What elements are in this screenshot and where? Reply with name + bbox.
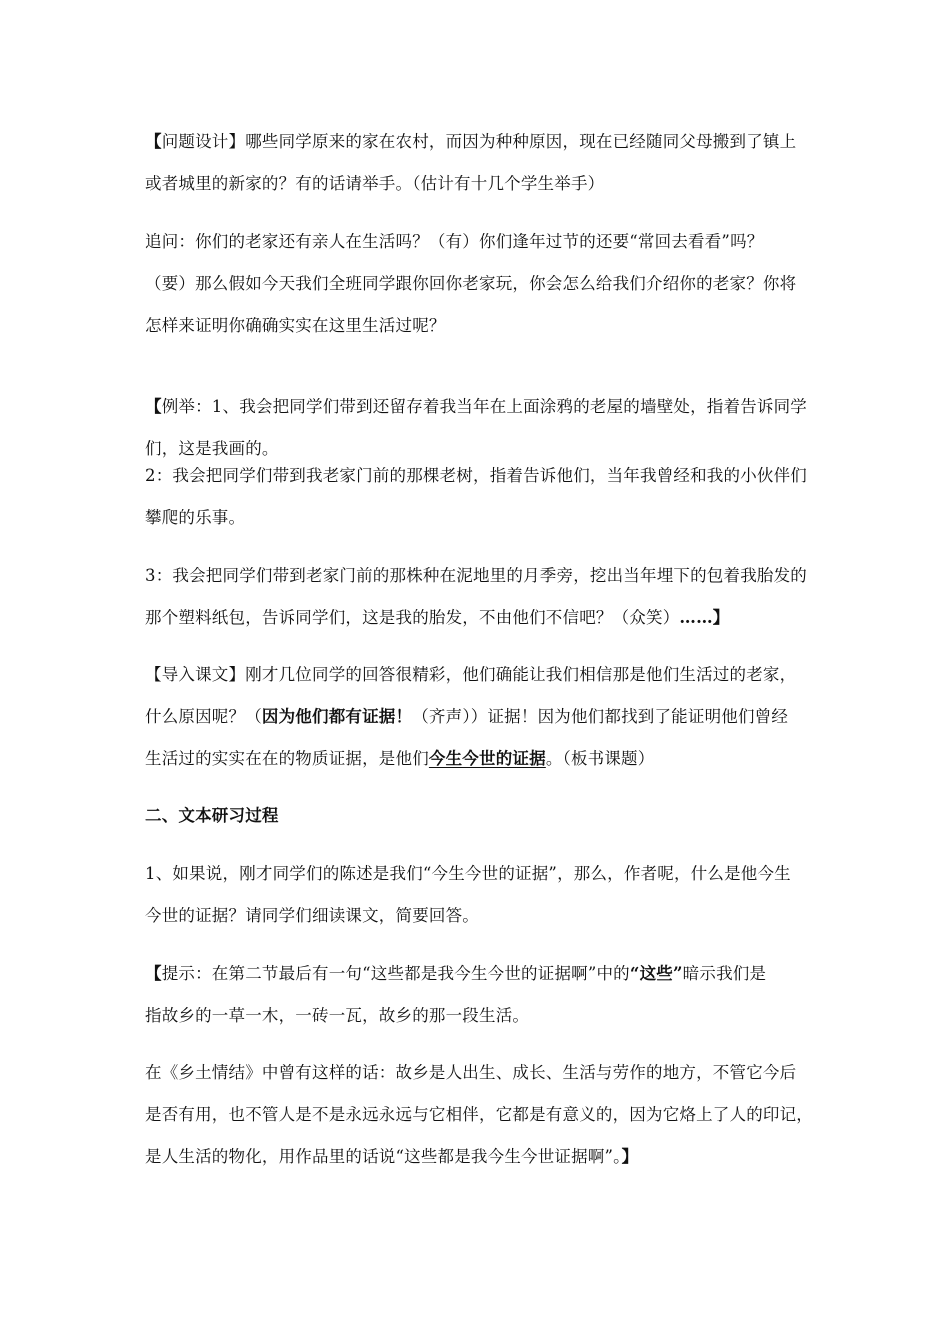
- paragraph-quote: [145, 1052, 813, 1178]
- paragraph-text: 例举：1、我会把同学们带到还留存着我当年在上面涂鸦的老屋的墙壁处，指着告诉同学: [161, 397, 808, 416]
- paragraph-text: 是人生活的物化，用作品里的话说“这些都是我今生今世证据啊”。: [145, 1147, 622, 1166]
- bracket-open: 【: [145, 132, 162, 151]
- paragraph-text: 哪些同学原来的家在农村，而因为种种原因，现在已经随同父母搬到了镇上: [245, 132, 797, 151]
- paragraph-text: 那个塑料纸包，告诉同学们，这是我的胎发，不由他们不信吧？（众笑）: [145, 608, 680, 627]
- paragraph-lead-in: [145, 654, 813, 780]
- paragraph-line: [145, 121, 813, 163]
- paragraph-line: [145, 1136, 813, 1178]
- paragraph-line: 1、如果说，刚才同学们的陈述是我们“今生今世的证据”，那么，作者呢，什么是他今生: [145, 864, 791, 883]
- paragraph-line: [145, 738, 813, 780]
- paragraph-question-design: [145, 121, 813, 205]
- paragraph-line: [145, 386, 813, 428]
- bold-answer: 因为他们都有证据！: [261, 707, 413, 726]
- paragraph-line: 3：我会把同学们带到老家门前的那株种在泥地里的月季旁，挖出当年埋下的包着我胎发的: [145, 566, 807, 585]
- paragraph-line: 是否有用，也不管人是不是永远永远与它相伴，它都是有意义的，因为它烙上了人的印记，: [145, 1105, 813, 1124]
- bracket-open: 【: [145, 397, 162, 416]
- paragraph-line: [145, 696, 813, 738]
- paragraph-example-3: [145, 555, 813, 639]
- paragraph-hint: [145, 953, 813, 1037]
- paragraph-line: 在《乡土情结》中曾有这样的话：故乡是人出生、成长、生活与劳作的地方，不管它今后: [145, 1063, 797, 1082]
- paragraph-line: 指故乡的一草一木，一砖一瓦，故乡的那一段生活。: [145, 1006, 530, 1025]
- paragraph-line: 2：我会把同学们带到我老家门前的那棵老树，指着告诉他们，当年我曾经和我的小伙伴们: [145, 466, 807, 485]
- section-heading: [145, 795, 813, 837]
- paragraph-line: [145, 654, 813, 696]
- bracket-close: 】: [621, 1147, 639, 1166]
- bracket-close: ……】: [679, 608, 730, 627]
- paragraph-line: 们，这是我画的。: [145, 439, 279, 458]
- paragraph-line: 今世的证据？请同学们细读课文，简要回答。: [145, 906, 479, 925]
- heading-text: 二、文本研习过程: [145, 806, 279, 825]
- paragraph-text: （齐声））证据！因为他们都找到了能证明他们曾经: [412, 707, 789, 726]
- bold-keyword: “这些”: [629, 964, 683, 983]
- paragraph-line: （要）那么假如今天我们全班同学跟你回你老家玩，你会怎么给我们介绍你的老家？你将: [145, 274, 797, 293]
- paragraph-example-2: [145, 455, 813, 539]
- paragraph-line: 攀爬的乐事。: [145, 508, 246, 527]
- paragraph-follow-up: [145, 221, 813, 347]
- bracket-open: 【: [145, 964, 162, 983]
- paragraph-text: 刚才几位同学的回答很精彩，他们确能让我们相信那是他们生活过的老家，: [245, 665, 797, 684]
- underlined-title: 今生今世的证据: [428, 749, 546, 768]
- section-label: 【导入课文】: [145, 665, 246, 684]
- paragraph-text: 生活过的实实在在的物质证据，是他们: [145, 749, 429, 768]
- paragraph-line: 或者城里的新家的？有的话请举手。（估计有十几个学生举手）: [145, 174, 605, 193]
- paragraph-text: 暗示我们是: [682, 964, 767, 983]
- paragraph-question-1: [145, 853, 813, 937]
- paragraph-line: [145, 597, 813, 639]
- paragraph-text: 什么原因呢？（: [145, 707, 262, 726]
- paragraph-text: 。（板书课题）: [545, 749, 655, 768]
- paragraph-line: 追问：你们的老家还有亲人在生活吗？（有）你们逢年过节的还要“常回去看看”吗？: [145, 232, 764, 251]
- paragraph-line: [145, 953, 813, 995]
- paragraph-text: 提示：在第二节最后有一句“这些都是我今生今世的证据啊”中的: [161, 964, 630, 983]
- paragraph-line: 怎样来证明你确确实实在这里生活过呢？: [145, 316, 446, 335]
- section-label: 问题设计】: [161, 132, 246, 151]
